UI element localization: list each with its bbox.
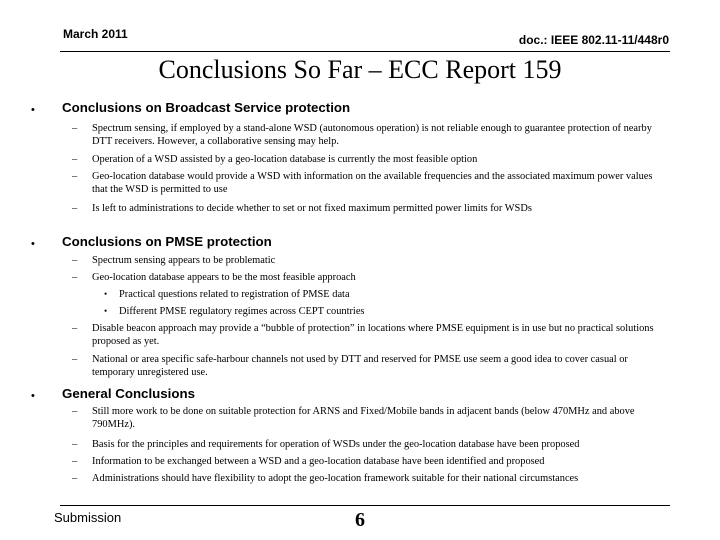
list-item-text: Operation of a WSD assisted by a geo-location database is currently the most feasible option (92, 154, 478, 165)
sub-list-item-text: Practical questions related to registration of PMSE data (119, 289, 350, 300)
bullet: • (31, 238, 35, 250)
bullet: • (31, 390, 35, 402)
list-item-text: Information to be exchanged between a WSD and a geo-location database have been identified and proposed (92, 456, 545, 467)
list-item-text: National or area specific safe-harbour channels not used by DTT and reserved for PMSE use seem a good idea to cover casual or temporary unregistered use. (92, 354, 628, 378)
dash: – (72, 272, 78, 283)
list-item-text: Spectrum sensing, if employed by a stand-alone WSD (autonomous operation) is not reliable enough to guarantee protection of nearby DTT receivers. However, a collaborative sensing may help. (92, 123, 652, 147)
list-item-text: Spectrum sensing appears to be problematic (92, 255, 276, 266)
footer-submission: Submission (54, 510, 122, 525)
section-heading: General Conclusions (62, 386, 196, 401)
footer-rule (60, 505, 670, 506)
dash: – (72, 154, 78, 165)
sub-bullet: • (104, 289, 108, 299)
slide-title: Conclusions So Far – ECC Report 159 (158, 55, 562, 84)
dash: – (72, 439, 78, 450)
header-rule (60, 51, 670, 52)
list-item-text: Administrations should have flexibility to adopt the geo-location framework suitable for their national circumstances (92, 473, 579, 484)
sub-bullet: • (104, 306, 108, 316)
dash: – (72, 456, 78, 467)
dash: – (72, 171, 78, 182)
section-heading: Conclusions on Broadcast Service protection (62, 100, 351, 115)
list-item-text: Geo-location database appears to be the most feasible approach (92, 272, 356, 283)
dash: – (72, 406, 78, 417)
page-number: 6 (355, 509, 365, 531)
header-date: March 2011 (63, 27, 128, 41)
sub-list-item-text: Different PMSE regulatory regimes across CEPT countries (119, 306, 365, 317)
list-item-text: Is left to administrations to decide whether to set or not fixed maximum permitted power limits for WSDs (92, 203, 532, 214)
header-doc-id: doc.: IEEE 802.11-11/448r0 (518, 33, 669, 47)
list-item-text: Geo-location database would provide a WSD with information on the available frequencies and the associated maximum power values that the WSD is permitted to use (92, 171, 653, 195)
dash: – (72, 255, 78, 266)
section-heading: Conclusions on PMSE protection (62, 234, 272, 249)
list-item-text: Disable beacon approach may provide a “bubble of protection” in locations where PMSE equipment is in use but no practical solutions proposed as yet. (92, 323, 654, 347)
dash: – (72, 354, 78, 365)
list-item-text: Basis for the principles and requirements for operation of WSDs under the geo-location database have been proposed (92, 439, 580, 450)
dash: – (72, 473, 78, 484)
bullet: • (31, 104, 35, 116)
dash: – (72, 323, 78, 334)
dash: – (72, 203, 78, 214)
list-item-text: Still more work to be done on suitable protection for ARNS and Fixed/Mobile bands in adjacent bands (below 470MHz and above 790MHz). (92, 406, 635, 430)
dash: – (72, 123, 78, 134)
